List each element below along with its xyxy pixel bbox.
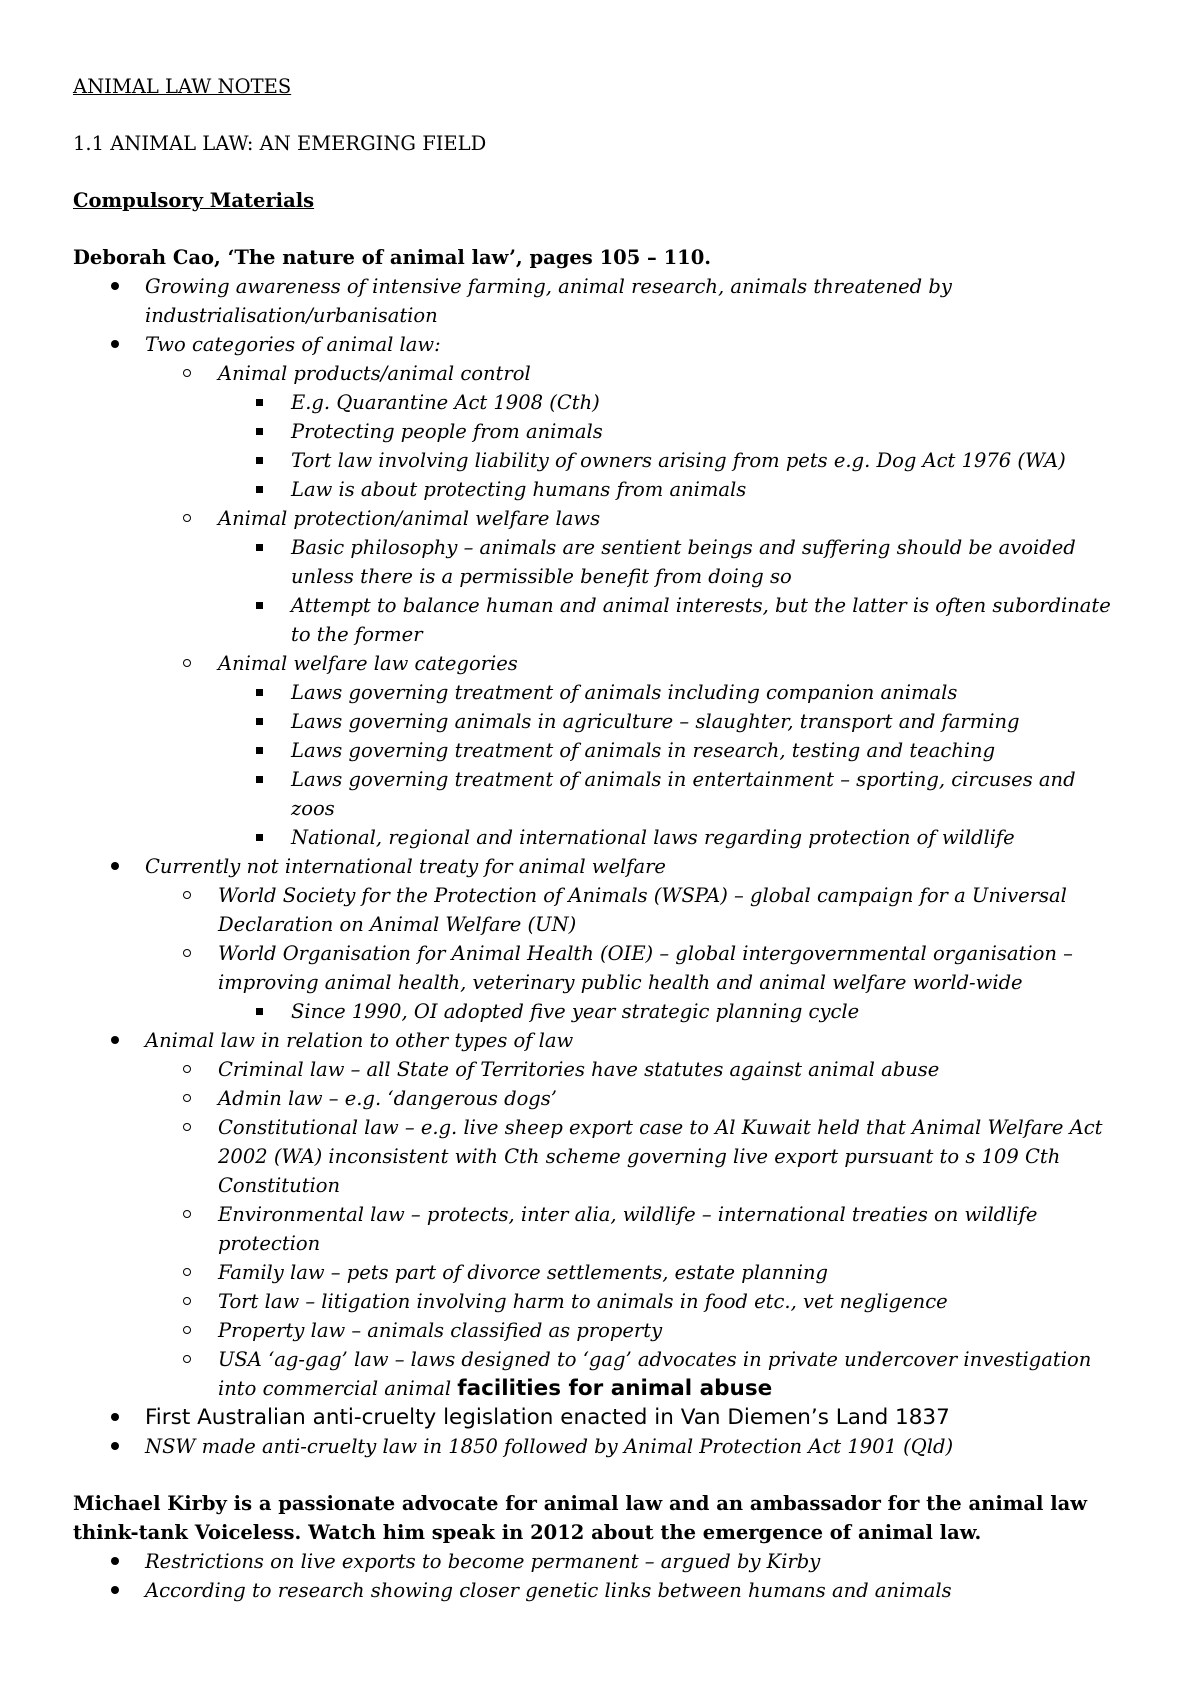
reading-heading-cao: Deborah Cao, ‘The nature of animal law’, pages 105 – 110. <box>73 246 712 269</box>
list-item <box>73 1432 1140 1461</box>
circle-bullet-icon <box>183 1355 191 1363</box>
list-item <box>73 1026 1140 1055</box>
square-bullet-icon <box>256 399 263 406</box>
list-item-text: Since 1990, OI adopted five year strategic planning cycle <box>291 1000 860 1023</box>
list-item <box>73 823 1140 852</box>
list-item <box>73 1084 1140 1113</box>
list-item-text: World Society for the Protection of Animals (WSPA) – global campaign for a Universal <box>218 884 1067 907</box>
list-item-text: Environmental law – protects, inter alia, wildlife – international treaties on wildlife <box>218 1203 1038 1226</box>
circle-bullet-icon <box>183 659 191 667</box>
bullet-icon <box>111 1557 119 1565</box>
list-item-text: Criminal law – all State of Territories have statutes against animal abuse <box>218 1058 940 1081</box>
square-bullet-icon <box>256 747 263 754</box>
notes-list <box>73 272 1140 1374</box>
list-item-text: Two categories of animal law: <box>145 333 441 356</box>
list-item <box>73 330 1140 359</box>
square-bullet-icon <box>256 1008 263 1015</box>
bullet-icon <box>111 282 119 290</box>
kirby-list <box>73 1547 1140 1605</box>
bullet-icon <box>111 862 119 870</box>
list-item-text: to the former <box>291 623 423 646</box>
circle-bullet-icon <box>183 1065 191 1073</box>
list-item-text: Property law – animals classified as property <box>218 1319 663 1342</box>
list-item <box>73 475 1140 504</box>
list-item-text: Law is about protecting humans from animals <box>291 478 747 501</box>
first-legislation-text: First Australian anti-cruelty legislation enacted in Van Diemen’s Land 1837 <box>145 1405 950 1430</box>
list-item-text: Tort law involving liability of owners arising from pets e.g. Dog Act 1976 (WA) <box>291 449 1066 472</box>
notes-list-tail <box>73 1374 1140 1461</box>
square-bullet-icon <box>256 428 263 435</box>
list-item-text: Tort law – litigation involving harm to animals in food etc., vet negligence <box>218 1290 948 1313</box>
list-item <box>73 1055 1140 1084</box>
spacer <box>73 1461 1140 1489</box>
list-item <box>73 1287 1140 1316</box>
circle-bullet-icon <box>183 1268 191 1276</box>
list-item <box>73 417 1140 446</box>
kirby-item-text: Restrictions on live exports to become permanent – argued by Kirby <box>145 1550 821 1573</box>
list-item-text: National, regional and international laws regarding protection of wildlife <box>291 826 1015 849</box>
list-item <box>73 1403 1140 1432</box>
list-item-text: Laws governing treatment of animals in research, testing and teaching <box>291 739 996 762</box>
spacer <box>73 101 1140 129</box>
list-item <box>73 649 1140 678</box>
list-item-text: Animal welfare law categories <box>218 652 518 675</box>
list-item <box>73 765 1140 823</box>
list-item-text: Declaration on Animal Welfare (UN) <box>218 913 577 936</box>
list-item <box>73 1316 1140 1345</box>
doc-title: ANIMAL LAW NOTES <box>73 75 292 98</box>
list-item <box>73 881 1140 939</box>
list-item-text: Basic philosophy – animals are sentient beings and suffering should be avoided <box>291 536 1076 559</box>
circle-bullet-icon <box>183 1123 191 1131</box>
spacer <box>73 215 1140 243</box>
list-item <box>73 1547 1140 1576</box>
aggag-line2-plain: facilities for animal abuse <box>457 1376 773 1401</box>
list-item-text: Attempt to balance human and animal interests, but the latter is often subordinate <box>291 594 1111 617</box>
circle-bullet-icon <box>183 949 191 957</box>
kirby-heading-line-1: Michael Kirby is a passionate advocate for animal law and an ambassador for the animal law <box>73 1492 1088 1515</box>
list-item-text: Animal law in relation to other types of law <box>145 1029 574 1052</box>
aggag-line2-italic: into commercial animal <box>218 1377 458 1400</box>
list-item-text: unless there is a permissible benefit from doing so <box>291 565 792 588</box>
list-item-text: Animal products/animal control <box>218 362 531 385</box>
circle-bullet-icon <box>183 1326 191 1334</box>
subheading-compulsory-materials: Compulsory Materials <box>73 189 315 212</box>
list-item <box>73 359 1140 388</box>
list-item-text: zoos <box>291 797 335 820</box>
circle-bullet-icon <box>183 514 191 522</box>
circle-bullet-icon <box>183 369 191 377</box>
list-item-text: Animal protection/animal welfare laws <box>218 507 601 530</box>
bullet-icon <box>111 1036 119 1044</box>
list-item <box>73 388 1140 417</box>
circle-bullet-icon <box>183 891 191 899</box>
list-item-text: Admin law – e.g. ‘dangerous dogs’ <box>218 1087 557 1110</box>
list-item-text: improving animal health, veterinary public health and animal welfare world-wide <box>218 971 1023 994</box>
list-item <box>73 678 1140 707</box>
list-item <box>73 707 1140 736</box>
list-item <box>73 997 1140 1026</box>
bullet-icon <box>111 340 119 348</box>
square-bullet-icon <box>256 689 263 696</box>
list-item-text: Constitution <box>218 1174 341 1197</box>
spacer <box>73 158 1140 186</box>
list-item-text: USA ‘ag-gag’ law – laws designed to ‘gag’ advocates in private undercover investigation <box>218 1348 1092 1371</box>
list-item <box>73 736 1140 765</box>
list-item-text: Constitutional law – e.g. live sheep export case to Al Kuwait held that Animal Welfare Act <box>218 1116 1103 1139</box>
list-item <box>73 1576 1140 1605</box>
list-item-text: protection <box>218 1232 321 1255</box>
nsw-law-text: NSW made anti-cruelty law in 1850 followed by Animal Protection Act 1901 (Qld) <box>145 1435 954 1458</box>
kirby-heading-line-2: think-tank Voiceless. Watch him speak in 2012 about the emergence of animal law. <box>73 1521 982 1544</box>
square-bullet-icon <box>256 834 263 841</box>
list-item-continuation <box>73 1374 1140 1403</box>
list-item-text: Family law – pets part of divorce settlements, estate planning <box>218 1261 829 1284</box>
list-item-text: Laws governing treatment of animals including companion animals <box>291 681 958 704</box>
list-item <box>73 504 1140 533</box>
bullet-icon <box>111 1413 119 1421</box>
list-item-text: Growing awareness of intensive farming, animal research, animals threatened by <box>145 275 952 298</box>
list-item <box>73 446 1140 475</box>
list-item <box>73 939 1140 997</box>
square-bullet-icon <box>256 602 263 609</box>
square-bullet-icon <box>256 718 263 725</box>
list-item-text: Laws governing animals in agriculture – slaughter, transport and farming <box>291 710 1020 733</box>
bullet-icon <box>111 1586 119 1594</box>
list-item <box>73 1200 1140 1258</box>
list-item-text: World Organisation for Animal Health (OIE) – global intergovernmental organisation – <box>218 942 1073 965</box>
list-item-text: Currently not international treaty for animal welfare <box>145 855 666 878</box>
square-bullet-icon <box>256 457 263 464</box>
list-item-text: Protecting people from animals <box>291 420 603 443</box>
list-item-text: industrialisation/urbanisation <box>145 304 438 327</box>
square-bullet-icon <box>256 776 263 783</box>
bullet-icon <box>111 1442 119 1450</box>
list-item <box>73 272 1140 330</box>
square-bullet-icon <box>256 486 263 493</box>
list-item-text: 2002 (WA) inconsistent with Cth scheme governing live export pursuant to s 109 Cth <box>218 1145 1061 1168</box>
list-item <box>73 1258 1140 1287</box>
circle-bullet-icon <box>183 1094 191 1102</box>
list-item <box>73 852 1140 881</box>
list-item <box>73 533 1140 591</box>
circle-bullet-icon <box>183 1297 191 1305</box>
list-item <box>73 1113 1140 1200</box>
section-title: 1.1 ANIMAL LAW: AN EMERGING FIELD <box>73 132 487 155</box>
list-item-text: Laws governing treatment of animals in entertainment – sporting, circuses and <box>291 768 1076 791</box>
list-item-text: E.g. Quarantine Act 1908 (Cth) <box>291 391 600 414</box>
kirby-item-text: According to research showing closer genetic links between humans and animals <box>145 1579 952 1602</box>
list-item <box>73 591 1140 649</box>
list-item <box>73 1345 1140 1374</box>
square-bullet-icon <box>256 544 263 551</box>
circle-bullet-icon <box>183 1210 191 1218</box>
